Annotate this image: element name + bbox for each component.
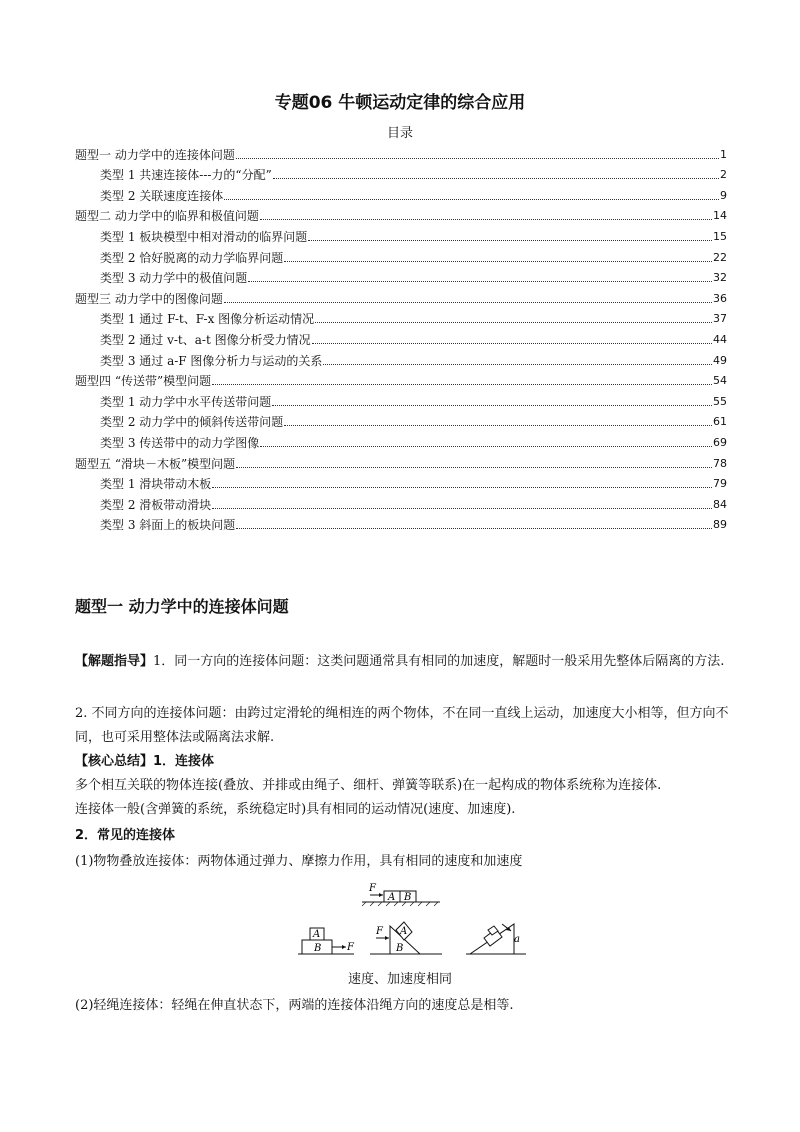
toc-entry[interactable]	[75, 285, 727, 306]
toc-entry-page: 2	[720, 168, 727, 182]
toc-entry[interactable]	[75, 244, 727, 265]
toc-entry-page: 14	[713, 209, 727, 223]
summary-label: 【核心总结】	[75, 754, 154, 769]
toc-entry-page: 69	[713, 435, 727, 449]
toc-entry[interactable]	[75, 326, 727, 347]
toc-entry-page: 32	[713, 271, 727, 285]
toc-entry[interactable]	[75, 182, 727, 203]
toc-entry-title: 类型 2 动力学中的倾斜传送带问题	[100, 415, 284, 430]
toc-entry-page: 22	[713, 250, 727, 264]
toc-entry[interactable]	[75, 429, 727, 450]
toc-entry-title: 类型 1 共速连接体---力的“分配”	[100, 168, 272, 183]
figure-caption: 速度、加速度相同	[347, 972, 452, 987]
toc-entry-title: 题型二 动力学中的临界和极值问题	[75, 209, 259, 224]
toc-entry-page: 61	[713, 415, 727, 429]
label-A: A	[313, 929, 321, 940]
figure-left	[298, 928, 355, 954]
label-B: B	[404, 892, 412, 903]
toc-entry-title: 题型五 “滑块－木板”模型问题	[75, 456, 236, 471]
label-A: A	[388, 892, 396, 903]
summary-paragraph-2: 连接体一般(含弹簧的系统，系统稳定时)具有相同的运动情况(速度、加速度).	[75, 802, 516, 817]
toc-leader-dots	[212, 508, 712, 509]
toc-entry-title: 类型 1 滑块带动木板	[100, 477, 212, 492]
toc-leader-dots	[312, 343, 712, 344]
figure-top	[362, 883, 440, 906]
toc-entry-page: 89	[713, 518, 727, 532]
toc-entry-title: 类型 2 关联速度连接体	[100, 188, 224, 203]
document-title: 专题06 牛顿运动定律的综合应用	[274, 93, 526, 113]
toc-leader-dots	[212, 384, 712, 385]
toc-entry[interactable]	[75, 162, 727, 183]
toc-entry-page: 36	[713, 291, 727, 305]
toc-entry-title: 题型一 动力学中的连接体问题	[75, 147, 235, 162]
toc-leader-dots	[272, 405, 712, 406]
toc-entry-title: 类型 3 动力学中的极值问题	[100, 271, 248, 286]
toc-leader-dots	[323, 364, 712, 365]
toc-heading: 目录	[386, 126, 413, 141]
toc-leader-dots	[224, 302, 712, 303]
item-1: (1)物物叠放连接体：两物体通过弹力、摩擦力作用，具有相同的速度和加速度	[75, 854, 523, 869]
figure-right	[466, 924, 526, 954]
toc-entry-page: 79	[713, 477, 727, 491]
toc-entry[interactable]	[75, 512, 727, 533]
toc-entry[interactable]	[75, 388, 727, 409]
toc-leader-dots	[284, 261, 712, 262]
label-B: B	[396, 943, 404, 954]
toc-leader-dots	[248, 281, 712, 282]
toc-leader-dots	[273, 178, 719, 179]
toc-entry[interactable]	[75, 409, 727, 430]
toc-entry-page: 37	[713, 312, 727, 326]
toc-entry-title: 类型 3 斜面上的板块问题	[100, 518, 236, 533]
toc-entry[interactable]	[75, 223, 727, 244]
toc-entry[interactable]	[75, 368, 727, 389]
common-heading: 2．常见的连接体	[75, 828, 176, 843]
toc-leader-dots	[236, 528, 712, 529]
toc-entry-page: 9	[720, 188, 727, 202]
toc-entry-page: 78	[713, 456, 727, 470]
toc-entry[interactable]	[75, 265, 727, 286]
label-F: F	[376, 926, 383, 937]
toc-leader-dots	[260, 219, 712, 220]
toc-entry-title: 类型 3 通过 a-F 图像分析力与运动的关系	[100, 353, 323, 368]
guide-text-1: 1．同一方向的连接体问题：这类问题通常具有相同的加速度，解题时一般采用先整体后隔离的方法.	[153, 654, 725, 669]
toc-entry-title: 类型 3 传送带中的动力学图像	[100, 435, 260, 450]
toc-leader-dots	[260, 446, 712, 447]
summary-paragraph-1: 多个相互关联的物体连接(叠放、并排或由绳子、细杆、弹簧等联系)在一起构成的物体系统称为连接体.	[75, 778, 662, 793]
toc-entry-page: 44	[713, 332, 727, 346]
guide-paragraph-1	[75, 650, 735, 674]
toc-entry[interactable]	[75, 141, 727, 162]
section-title: 题型一 动力学中的连接体问题	[75, 597, 289, 616]
label-F: F	[369, 883, 376, 894]
figure-middle	[370, 922, 442, 954]
item-2: (2)轻绳连接体：轻绳在伸直状态下，两端的连接体沿绳方向的速度总是相等.	[75, 998, 514, 1013]
label-A: A	[400, 926, 408, 937]
toc-entry-title: 类型 1 板块模型中相对滑动的临界问题	[100, 229, 308, 244]
toc-entry-page: 55	[713, 394, 727, 408]
toc-entry[interactable]	[75, 203, 727, 224]
toc-entry-page: 84	[713, 497, 727, 511]
toc-entry-title: 类型 2 通过 v-t、a-t 图像分析受力情况	[100, 332, 311, 347]
toc-leader-dots	[224, 199, 719, 200]
toc-entry-page: 49	[713, 353, 727, 367]
toc-entry[interactable]	[75, 347, 727, 368]
toc-leader-dots	[212, 487, 712, 488]
label-a: a	[514, 934, 520, 945]
summary-heading: 1．连接体	[153, 754, 215, 769]
toc-entry[interactable]	[75, 450, 727, 471]
toc-entry-page: 15	[713, 229, 727, 243]
toc-leader-dots	[284, 425, 712, 426]
toc-leader-dots	[236, 158, 719, 159]
label-B: B	[314, 943, 322, 954]
toc-entry[interactable]	[75, 491, 727, 512]
toc-entry-title: 类型 1 通过 F-t、F-x 图像分析运动情况	[100, 312, 315, 327]
toc-entry-title: 类型 2 滑板带动滑块	[100, 497, 212, 512]
toc-entry[interactable]	[75, 471, 727, 492]
label-F: F	[347, 942, 354, 953]
toc-entry-title: 类型 1 动力学中水平传送带问题	[100, 394, 272, 409]
guide-label: 【解题指导】	[75, 654, 154, 669]
toc-leader-dots	[308, 240, 712, 241]
toc-entry[interactable]	[75, 306, 727, 327]
toc-leader-dots	[236, 467, 712, 468]
toc-entry-title: 题型四 “传送带”模型问题	[75, 374, 212, 389]
summary-heading-line	[75, 750, 735, 774]
connected-bodies-figure	[270, 880, 530, 960]
toc-entry-title: 类型 2 恰好脱离的动力学临界问题	[100, 250, 284, 265]
toc-entry-title: 题型三 动力学中的图像问题	[75, 291, 223, 306]
toc-entry-page: 1	[720, 147, 727, 161]
guide-paragraph-2: 2. 不同方向的连接体问题：由跨过定滑轮的绳相连的两个物体，不在同一直线上运动，加速度大小相等，但方向不同，也可采用整体法或隔离法求解.	[75, 706, 729, 745]
table-of-contents	[75, 141, 727, 532]
toc-entry-page: 54	[713, 374, 727, 388]
toc-leader-dots	[315, 322, 712, 323]
